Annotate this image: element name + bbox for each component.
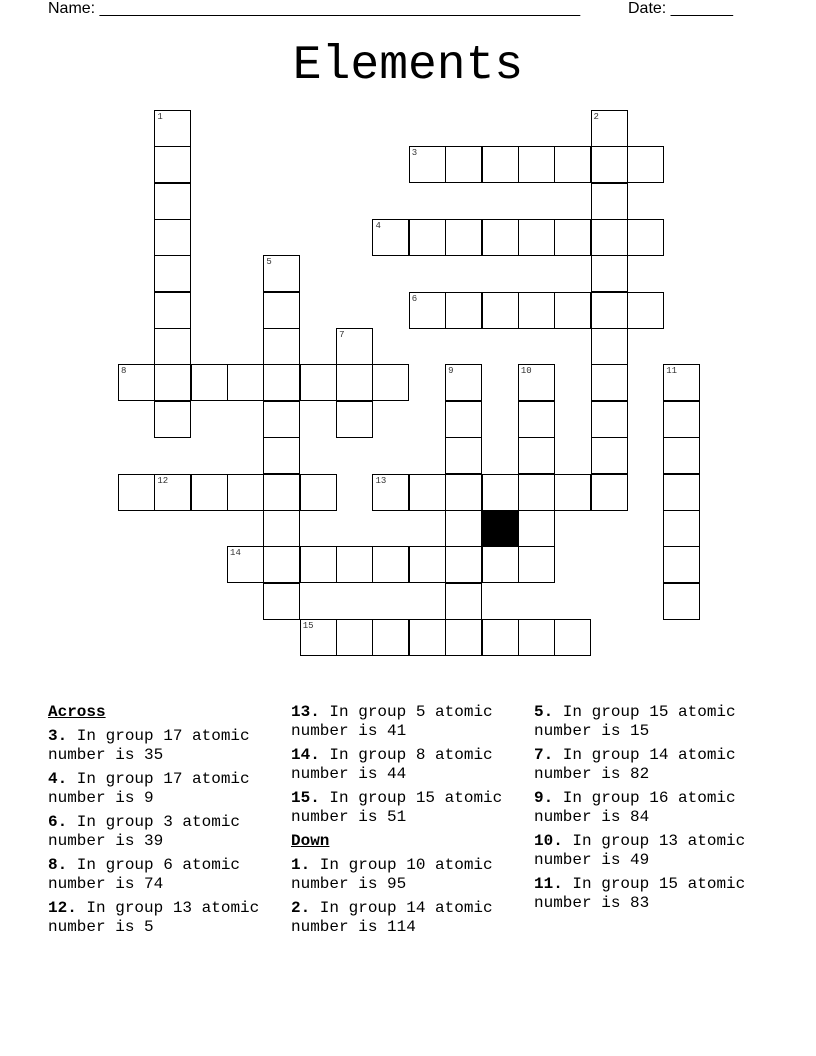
- grid-cell[interactable]: [154, 292, 191, 329]
- clue-item: 15. In group 15 atomic number is 51: [291, 789, 503, 826]
- grid-cell[interactable]: [591, 219, 628, 256]
- grid-cell[interactable]: [263, 546, 300, 583]
- grid-cell[interactable]: [154, 255, 191, 292]
- grid-cell[interactable]: [154, 401, 191, 438]
- clue-item: 14. In group 8 atomic number is 44: [291, 746, 493, 783]
- grid-cell[interactable]: [663, 583, 700, 620]
- grid-cell[interactable]: [591, 437, 628, 474]
- clue-item: 2. In group 14 atomic number is 114: [291, 899, 493, 936]
- grid-cell[interactable]: [663, 474, 700, 511]
- grid-cell[interactable]: [445, 437, 482, 474]
- grid-cell[interactable]: [445, 292, 482, 329]
- grid-cell[interactable]: [445, 219, 482, 256]
- grid-cell[interactable]: [154, 183, 191, 220]
- grid-cell[interactable]: [445, 619, 482, 656]
- grid-cell[interactable]: [227, 364, 264, 401]
- clue-number: 12: [157, 475, 169, 486]
- grid-cell[interactable]: [154, 328, 191, 365]
- grid-cell[interactable]: [263, 474, 300, 511]
- grid-cell[interactable]: [118, 364, 155, 401]
- grid-cell[interactable]: [591, 146, 628, 183]
- clue-number: 3: [411, 148, 418, 159]
- grid-cell[interactable]: [518, 146, 555, 183]
- grid-cell[interactable]: [409, 546, 446, 583]
- grid-cell[interactable]: [518, 474, 555, 511]
- grid-cell[interactable]: [554, 474, 591, 511]
- grid-cell[interactable]: [627, 292, 664, 329]
- grid-cell[interactable]: [445, 401, 482, 438]
- grid-cell[interactable]: [445, 146, 482, 183]
- clue-item: 8. In group 6 atomic number is 74: [48, 856, 241, 893]
- grid-cell[interactable]: [263, 437, 300, 474]
- grid-cell[interactable]: [663, 546, 700, 583]
- name-field-label: Name: ______________________________________________________: [48, 0, 581, 17]
- grid-cell[interactable]: [409, 219, 446, 256]
- grid-cell[interactable]: [336, 619, 373, 656]
- grid-cell[interactable]: [300, 364, 337, 401]
- grid-cell[interactable]: [336, 546, 373, 583]
- clue-item: 11. In group 15 atomic number is 83: [534, 875, 746, 912]
- grid-cell[interactable]: [154, 110, 191, 147]
- grid-cell[interactable]: [191, 364, 228, 401]
- grid-cell[interactable]: [263, 292, 300, 329]
- grid-cell[interactable]: [663, 510, 700, 547]
- grid-cell[interactable]: [445, 583, 482, 620]
- grid-cell[interactable]: [263, 401, 300, 438]
- page-title: Elements: [292, 39, 524, 93]
- clue-item: 9. In group 16 atomic number is 84: [534, 789, 736, 826]
- grid-cell[interactable]: [300, 474, 337, 511]
- grid-cell[interactable]: [482, 219, 519, 256]
- clue-item: 7. In group 14 atomic number is 82: [534, 746, 736, 783]
- grid-cell[interactable]: [663, 401, 700, 438]
- grid-cell[interactable]: [336, 364, 373, 401]
- clue-item: 1. In group 10 atomic number is 95: [291, 856, 493, 893]
- grid-cell[interactable]: [445, 546, 482, 583]
- grid-cell[interactable]: [336, 401, 373, 438]
- grid-cell[interactable]: [227, 546, 264, 583]
- date-field-label: Date: _______: [628, 0, 733, 17]
- down-heading: Down: [291, 832, 330, 850]
- grid-cell[interactable]: [518, 546, 555, 583]
- clue-item: 3. In group 17 atomic number is 35: [48, 727, 250, 764]
- grid-cell[interactable]: [482, 546, 519, 583]
- clue-number: 13: [375, 475, 387, 486]
- grid-cell[interactable]: [591, 401, 628, 438]
- grid-cell[interactable]: [445, 364, 482, 401]
- grid-cell[interactable]: [482, 619, 519, 656]
- clue-number: 7: [339, 330, 345, 341]
- clue-column-1: [48, 703, 288, 942]
- grid-cell[interactable]: [554, 219, 591, 256]
- grid-cell[interactable]: [445, 474, 482, 511]
- grid-cell[interactable]: [372, 219, 409, 256]
- grid-cell[interactable]: [300, 546, 337, 583]
- grid-cell[interactable]: [482, 146, 519, 183]
- grid-cell[interactable]: [591, 183, 628, 220]
- grid-cell[interactable]: [409, 146, 446, 183]
- clue-number: 15: [302, 620, 314, 631]
- grid-cell[interactable]: [300, 619, 337, 656]
- grid-cell[interactable]: [518, 292, 555, 329]
- grid-cell[interactable]: [372, 619, 409, 656]
- grid-cell[interactable]: [518, 510, 555, 547]
- grid-cell[interactable]: [191, 474, 228, 511]
- clue-number: 14: [230, 548, 241, 559]
- grid-cell[interactable]: [518, 219, 555, 256]
- grid-cell[interactable]: [263, 510, 300, 547]
- grid-cell[interactable]: [627, 219, 664, 256]
- clue-number: 10: [520, 366, 532, 377]
- grid-cell[interactable]: [482, 292, 519, 329]
- grid-cell[interactable]: [591, 474, 628, 511]
- grid-cell[interactable]: [627, 146, 664, 183]
- grid-cell[interactable]: [154, 219, 191, 256]
- clue-number: 1: [157, 112, 163, 122]
- grid-cell[interactable]: [372, 474, 409, 511]
- grid-cell[interactable]: [554, 146, 591, 183]
- grid-cell[interactable]: [663, 364, 700, 401]
- clue-item: 12. In group 13 atomic number is 5: [48, 899, 260, 936]
- grid-cell[interactable]: [663, 437, 700, 474]
- grid-cell[interactable]: [518, 619, 555, 656]
- clue-number: 5: [266, 257, 272, 268]
- clue-item: 6. In group 3 atomic number is 39: [48, 813, 241, 850]
- grid-cell[interactable]: [263, 328, 300, 365]
- clue-number: 2: [593, 112, 599, 122]
- clue-number: 9: [448, 366, 454, 377]
- clue-number: 11: [666, 366, 678, 377]
- across-heading: Across: [48, 703, 106, 721]
- clue-number: 6: [411, 293, 418, 304]
- grid-cell[interactable]: [591, 292, 628, 329]
- grid-cell[interactable]: [154, 146, 191, 183]
- grid-cell[interactable]: [154, 364, 191, 401]
- grid-cell[interactable]: [336, 328, 373, 365]
- grid-cell[interactable]: [591, 110, 628, 147]
- grid-cell[interactable]: [409, 619, 446, 656]
- grid-cell[interactable]: [554, 292, 591, 329]
- grid-cell[interactable]: [591, 328, 628, 365]
- grid-cell[interactable]: [118, 474, 155, 511]
- grid-cell[interactable]: [227, 474, 264, 511]
- grid-cell[interactable]: [263, 255, 300, 292]
- grid-cell[interactable]: [154, 474, 191, 511]
- grid-cell[interactable]: [445, 510, 482, 547]
- grid-cell[interactable]: [263, 364, 300, 401]
- grid-cell[interactable]: [482, 474, 519, 511]
- clue-column-2: [291, 703, 531, 942]
- grid-cell[interactable]: [518, 401, 555, 438]
- grid-cell[interactable]: [372, 546, 409, 583]
- grid-cell[interactable]: [518, 437, 555, 474]
- grid-cell[interactable]: [372, 364, 409, 401]
- clue-item: 4. In group 17 atomic number is 9: [48, 770, 250, 807]
- clue-item: 13. In group 5 atomic number is 41: [291, 703, 493, 740]
- grid-cell[interactable]: [409, 474, 446, 511]
- clue-number: 4: [375, 221, 381, 232]
- grid-cell[interactable]: [591, 255, 628, 292]
- grid-cell[interactable]: [518, 364, 555, 401]
- block-cell: [482, 510, 519, 547]
- clue-column-3: [534, 703, 774, 918]
- clue-item: 5. In group 15 atomic number is 15: [534, 703, 736, 740]
- clue-number: 8: [121, 366, 127, 377]
- grid-cell[interactable]: [554, 619, 591, 656]
- grid-cell[interactable]: [409, 292, 446, 329]
- clue-item: 10. In group 13 atomic number is 49: [534, 832, 746, 869]
- grid-cell[interactable]: [263, 583, 300, 620]
- grid-cell[interactable]: [591, 364, 628, 401]
